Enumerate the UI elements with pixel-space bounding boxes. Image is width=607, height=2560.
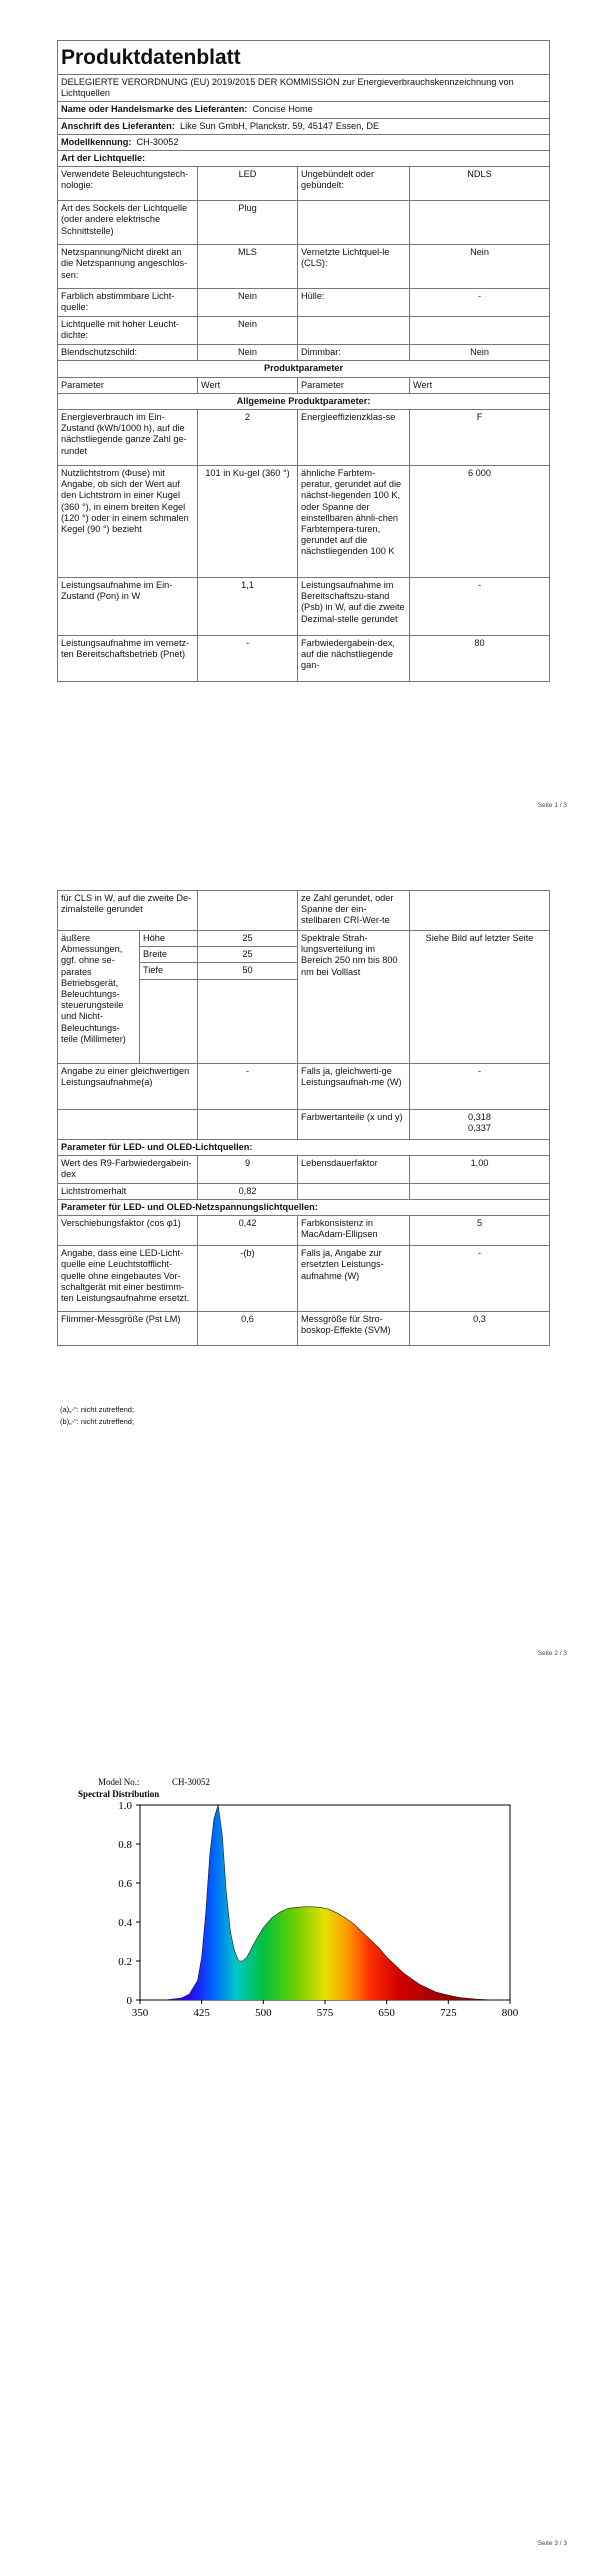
row-value: 1,1 xyxy=(198,578,298,636)
page-footer: Seite 3 / 3 xyxy=(537,2540,567,2547)
model-id: CH-30052 xyxy=(136,136,179,147)
row-label: Verschiebungsfaktor (cos φ1) xyxy=(58,1216,198,1246)
table-row xyxy=(58,1155,550,1183)
row-value: Nein xyxy=(410,245,550,289)
row-label: Messgröße für Stro-boskop-Effekte (SVM) xyxy=(298,1312,410,1346)
row-label: Leistungsaufnahme im Ein-Zustand (Pon) in W xyxy=(58,578,198,636)
regulation-text: DELEGIERTE VERORDNUNG (EU) 2019/2015 DER KOMMISSION zur Energieverbrauchskennzeichnung von Lichtquellen xyxy=(58,75,550,102)
table-row xyxy=(58,167,550,201)
color-x: 0,318 xyxy=(468,1111,492,1122)
col-header-param: Parameter xyxy=(298,377,410,393)
row-label: Wert des R9-Farbwiedergabein-dex xyxy=(58,1155,198,1183)
footnote-b: (b)„-“: nicht zutreffend; xyxy=(60,1417,135,1426)
row-value xyxy=(410,1109,550,1139)
row-value: 80 xyxy=(410,636,550,682)
table-row xyxy=(58,1109,550,1139)
supplier-name-label: Name oder Handelsmarke des Lieferanten: xyxy=(61,104,248,115)
row-label: Nutzlichtstrom (Φuse) mit Angabe, ob sich der Wert auf den Lichtstrom in einer Kugel (360 °), in einem breiten Kegel (120 °) oder in einem schmalen Kegel (90 °) bezieht xyxy=(58,466,198,578)
row-label: Falls ja, Angabe zur ersetzten Leistungs-aufnahme (W) xyxy=(298,1246,410,1312)
light-source-type-heading: Art der Lichtquelle: xyxy=(58,151,550,167)
page-2 xyxy=(0,880,607,1670)
spectral-label: Spektrale Strah-lungsverteilung im Bereich 250 nm bis 800 nm bei Volllast xyxy=(298,931,410,1064)
row-value: MLS xyxy=(198,245,298,289)
product-params-heading: Produktparameter xyxy=(58,361,550,377)
row-value xyxy=(410,891,550,931)
footnotes xyxy=(60,1404,134,1428)
supplier-address: Like Sun GmbH, Planckstr. 59, 45147 Essen, DE xyxy=(179,120,380,131)
table-row xyxy=(58,1216,550,1246)
supplier-name-row xyxy=(58,102,550,118)
supplier-address-row xyxy=(58,118,550,134)
supplier-address-label: Anschrift des Lieferanten: xyxy=(61,120,175,131)
row-label: Energieverbrauch im Ein-Zustand (kWh/1000 h), auf die nächstliegende ganze Zahl ge-rundet xyxy=(58,410,198,466)
row-label: Farbwiedergabein-dex, auf die nächstliegende gan- xyxy=(298,636,410,682)
row-label: Energieeffizienzklas-se xyxy=(298,410,410,466)
row-label xyxy=(58,1109,198,1139)
row-label xyxy=(298,201,410,245)
y-tick-label: 0 xyxy=(126,1995,132,2007)
model-label: Modellkennung: xyxy=(61,136,132,147)
x-tick-label: 800 xyxy=(501,2007,519,2019)
dim-name: Höhe xyxy=(140,931,198,947)
table-row xyxy=(58,1063,550,1109)
row-label: Falls ja, gleichwerti-ge Leistungsaufnah-me (W) xyxy=(298,1063,410,1109)
datasheet-page1 xyxy=(57,40,549,682)
page-1 xyxy=(0,0,607,820)
table-row xyxy=(58,201,550,245)
row-label: Angabe zu einer gleichwertigen Leistungsaufnahme(a) xyxy=(58,1063,198,1109)
row-label: Hülle: xyxy=(298,289,410,317)
row-value: LED xyxy=(198,167,298,201)
y-tick-label: 0.2 xyxy=(118,1956,132,1968)
row-value: - xyxy=(198,1063,298,1109)
row-label: Art des Sockels der Lichtquelle (oder andere elektrische Schnittstelle) xyxy=(58,201,198,245)
plot-area xyxy=(118,1800,519,2019)
row-value xyxy=(198,891,298,931)
row-value: Nein xyxy=(410,345,550,361)
color-y: 0,337 xyxy=(468,1122,492,1133)
table-row xyxy=(58,345,550,361)
row-value: Nein xyxy=(198,345,298,361)
dim-name: Tiefe xyxy=(140,963,198,979)
row-label: für CLS in W, auf die zweite De-zimalstelle gerundet xyxy=(58,891,198,931)
model-no-label: Model No.: xyxy=(98,1777,140,1787)
col-header-param: Parameter xyxy=(58,377,198,393)
row-value: NDLS xyxy=(410,167,550,201)
dim-value: 25 xyxy=(198,947,298,963)
dim-name: Breite xyxy=(140,947,198,963)
x-tick-label: 350 xyxy=(131,2007,149,2019)
y-tick-label: 0.4 xyxy=(118,1917,132,1929)
x-tick-label: 575 xyxy=(316,2007,334,2019)
x-tick-label: 725 xyxy=(440,2007,457,2019)
row-value: 0,42 xyxy=(198,1216,298,1246)
row-value: F xyxy=(410,410,550,466)
row-value: - xyxy=(410,1246,550,1312)
row-label: Lichtstromerhalt xyxy=(58,1183,198,1199)
table-row xyxy=(58,245,550,289)
table-row xyxy=(58,1312,550,1346)
row-label: Vernetzte Lichtquel-le (CLS): xyxy=(298,245,410,289)
row-value: 1,00 xyxy=(410,1155,550,1183)
page-footer: Seite 2 / 3 xyxy=(537,1650,567,1657)
row-value: - xyxy=(410,1063,550,1109)
row-value: -(b) xyxy=(198,1246,298,1312)
row-label: Dimmbar: xyxy=(298,345,410,361)
row-value: 9 xyxy=(198,1155,298,1183)
col-header-value: Wert xyxy=(410,377,550,393)
table-row xyxy=(58,1183,550,1199)
row-label: Leistungsaufnahme im Bereitschaftszu-stand (Psb) in W, auf die zweite Dezimal-stelle gerundet xyxy=(298,578,410,636)
col-header-value: Wert xyxy=(198,377,298,393)
spectral-chart xyxy=(0,1775,607,2035)
supplier-name: Concise Home xyxy=(252,104,313,115)
led-params-heading: Parameter für LED- und OLED-Lichtquellen: xyxy=(58,1139,550,1155)
row-value: Nein xyxy=(198,317,298,345)
table-row xyxy=(58,636,550,682)
row-value: 0,82 xyxy=(198,1183,298,1199)
row-label: Ungebündelt oder gebündelt: xyxy=(298,167,410,201)
y-tick-label: 0.8 xyxy=(118,1839,132,1851)
row-value: Plug xyxy=(198,201,298,245)
spectral-value: Siehe Bild auf letzter Seite xyxy=(410,931,550,1064)
row-label: Farbwertanteile (x und y) xyxy=(298,1109,410,1139)
row-label: Verwendete Beleuchtungstech-nologie: xyxy=(58,167,198,201)
datasheet-table-2 xyxy=(57,890,550,1346)
row-label: Blendschutzschild: xyxy=(58,345,198,361)
row-label: Lichtquelle mit hoher Leucht-dichte: xyxy=(58,317,198,345)
general-params-heading: Allgemeine Produktparameter: xyxy=(58,393,550,409)
table-row xyxy=(58,578,550,636)
row-value xyxy=(410,201,550,245)
row-value: 2 xyxy=(198,410,298,466)
table-row xyxy=(58,1246,550,1312)
x-tick-label: 425 xyxy=(193,2007,210,2019)
y-tick-label: 0.6 xyxy=(118,1878,132,1890)
row-label: ähnliche Farbtem-peratur, gerundet auf die nächst-liegenden 100 K, oder Spanne der einstellbaren ähnli-chen Farbtempera-turen, gerundet auf die nächstliegenden 100 K xyxy=(298,466,410,578)
table-row xyxy=(58,931,550,947)
row-value xyxy=(410,317,550,345)
row-value: Nein xyxy=(198,289,298,317)
doc-title: Produktdatenblatt xyxy=(58,41,550,75)
row-value: 0,6 xyxy=(198,1312,298,1346)
page-footer: Seite 1 / 3 xyxy=(537,802,567,809)
row-label: Farblich abstimmbare Licht-quelle: xyxy=(58,289,198,317)
table-header-row xyxy=(58,377,550,393)
chart-title: Spectral Distribution xyxy=(78,1789,160,1799)
row-label: Leistungsaufnahme im vernetz-ten Bereitschaftsbetrieb (Pnet) xyxy=(58,636,198,682)
table-row xyxy=(58,317,550,345)
x-tick-label: 650 xyxy=(378,2007,395,2019)
y-tick-label: 1.0 xyxy=(118,1800,132,1812)
row-value: - xyxy=(410,289,550,317)
spectral-chart-area xyxy=(0,1690,607,2560)
dim-value xyxy=(198,979,298,1063)
row-label: Flimmer-Messgröße (Pst LM) xyxy=(58,1312,198,1346)
datasheet-page2 xyxy=(57,890,549,1346)
model-row xyxy=(58,134,550,150)
page-3 xyxy=(0,1690,607,2560)
row-value xyxy=(198,1109,298,1139)
row-value: 101 in Ku-gel (360 °) xyxy=(198,466,298,578)
row-label: ze Zahl gerundet, oder Spanne der ein-stellbaren CRI-Wer-te xyxy=(298,891,410,931)
table-row xyxy=(58,891,550,931)
datasheet-table-1 xyxy=(57,40,550,682)
row-label: Lebensdauerfaktor xyxy=(298,1155,410,1183)
row-value: 6 000 xyxy=(410,466,550,578)
model-no-value: CH-30052 xyxy=(172,1777,210,1787)
row-value: - xyxy=(410,578,550,636)
dim-value: 25 xyxy=(198,931,298,947)
row-value: 5 xyxy=(410,1216,550,1246)
row-label: Angabe, dass eine LED-Licht-quelle eine Leuchtstofflicht-quelle ohne eingebautes Vor-schaltgerät mit einer bestimm-ten Leistungsaufnahme ersetzt. xyxy=(58,1246,198,1312)
row-value xyxy=(410,1183,550,1199)
row-value: 0,3 xyxy=(410,1312,550,1346)
dim-value: 50 xyxy=(198,963,298,979)
table-row xyxy=(58,410,550,466)
row-label: Netzspannung/Nicht direkt an die Netzspannung angeschlos-sen: xyxy=(58,245,198,289)
row-value: - xyxy=(198,636,298,682)
row-label xyxy=(298,1183,410,1199)
dims-label: äußere Abmessungen, ggf. ohne se-parates Betriebsgerät, Beleuchtungs-steuerungsteile und Nicht-Beleuchtungs-teile (Millimeter) xyxy=(58,931,140,1064)
dim-name xyxy=(140,979,198,1063)
table-row xyxy=(58,466,550,578)
table-row xyxy=(58,289,550,317)
row-label xyxy=(298,317,410,345)
row-label: Farbkonsistenz in MacAdam-Ellipsen xyxy=(298,1216,410,1246)
mains-params-heading: Parameter für LED- und OLED-Netzspannungslichtquellen: xyxy=(58,1200,550,1216)
footnote-a: (a)„-“: nicht zutreffend; xyxy=(60,1405,135,1414)
x-tick-label: 500 xyxy=(255,2007,272,2019)
